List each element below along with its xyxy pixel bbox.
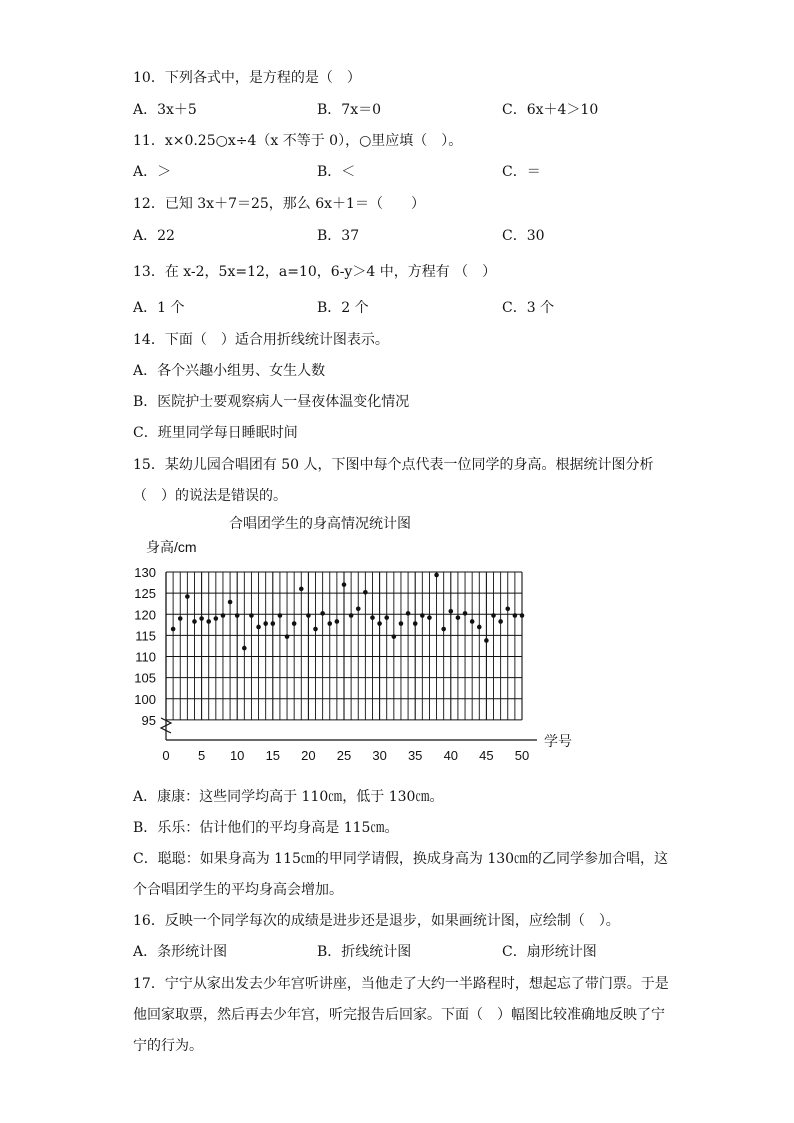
data-point: [377, 621, 382, 626]
data-point: [456, 615, 461, 620]
y-tick-label: 130: [134, 565, 156, 580]
q17-stem-line2: 他回家取票，然后再去少年宫，听完报告后回家。下面（ ）幅图比较准确地反映了宁: [133, 1007, 665, 1023]
data-point: [214, 616, 219, 621]
data-point: [320, 611, 325, 616]
data-point: [363, 590, 368, 595]
q15-stem-line1: 15．某幼儿园合唱团有 50 人，下图中每个点代表一位同学的身高。根据统计图分析: [133, 457, 654, 473]
data-point: [313, 627, 318, 632]
x-tick-label: 0: [162, 748, 170, 763]
data-point: [349, 613, 354, 618]
y-tick-label: 120: [134, 607, 156, 623]
q12-option-b: B．37: [317, 228, 360, 244]
data-point: [235, 613, 240, 618]
q15-option-c-line2: 个合唱团学生的平均身高会增加。: [133, 882, 343, 898]
q13-option-a: A．1 个: [133, 300, 185, 316]
data-point: [178, 616, 183, 621]
q10-stem: 10．下列各式中，是方程的是（ ）: [133, 70, 361, 86]
data-point: [392, 634, 397, 639]
data-point: [292, 621, 297, 626]
q11-stem: 11．x×0.25○x÷4（x 不等于 0），○里应填（ ）。: [133, 133, 463, 149]
data-point: [228, 600, 233, 605]
data-point: [520, 613, 525, 618]
data-point: [441, 627, 446, 632]
data-point: [399, 621, 404, 626]
data-point: [299, 587, 304, 592]
x-tick-label: 45: [479, 748, 494, 763]
q15-option-b: B．乐乐：估计他们的平均身高是 115㎝。: [133, 820, 399, 836]
data-point: [513, 613, 518, 618]
data-point: [306, 613, 311, 618]
q12-option-c: C．30: [502, 228, 545, 244]
data-point: [206, 619, 211, 624]
data-point: [256, 625, 261, 630]
x-tick-label: 5: [197, 748, 206, 763]
data-point: [463, 611, 468, 616]
data-point: [370, 615, 375, 620]
x-tick-label: 40: [443, 748, 459, 763]
data-point: [384, 615, 389, 620]
data-point: [470, 619, 475, 624]
q13-option-c: C．3 个: [502, 300, 555, 316]
q11-option-b: B．＜: [317, 164, 356, 180]
data-point: [449, 609, 454, 614]
chart-svg: [130, 510, 600, 775]
data-point: [285, 634, 290, 639]
data-point: [271, 621, 276, 626]
chart-title: 合唱团学生的身高情况统计图: [229, 515, 411, 531]
q10-option-c: C．6x＋4＞10: [502, 102, 599, 118]
data-point: [221, 613, 226, 618]
data-point: [505, 606, 510, 611]
x-tick-label: 15: [265, 748, 281, 763]
q12-stem: 12．已知 3x＋7＝25，那么 6x＋1＝（ ）: [133, 196, 425, 212]
data-point: [171, 627, 176, 632]
data-point: [434, 573, 439, 578]
q16-option-b: B．折线统计图: [317, 944, 412, 960]
data-point: [192, 619, 197, 624]
data-point: [242, 646, 247, 651]
q11-option-c: C．＝: [502, 164, 541, 180]
q16-option-a: A．条形统计图: [133, 944, 228, 960]
x-tick-label: 50: [514, 748, 530, 763]
x-tick-label: 30: [372, 748, 387, 763]
q15-option-a: A．康康：这些同学均高于 110㎝，低于 130㎝。: [133, 789, 444, 805]
data-point: [278, 613, 283, 618]
data-point: [477, 625, 482, 630]
q12-option-a: A．22: [133, 228, 175, 244]
data-point: [335, 619, 340, 624]
data-point: [498, 619, 503, 624]
q10-option-a: A．3x＋5: [133, 102, 197, 118]
data-point: [327, 621, 332, 626]
q15-stem-line2: （ ）的说法是错误的。: [133, 488, 287, 504]
q16-option-c: C．扇形统计图: [502, 944, 597, 960]
data-point: [342, 582, 347, 587]
x-tick-label: 20: [301, 748, 316, 763]
y-tick-label: 105: [134, 670, 156, 686]
data-point: [420, 613, 425, 618]
q15-option-c-line1: C．聪聪：如果身高为 115㎝的甲同学请假，换成身高为 130㎝的乙同学参加合唱，这: [133, 851, 669, 867]
x-tick-label: 35: [407, 748, 423, 763]
data-point: [484, 638, 489, 643]
q14-option-c: C．班里同学每日睡眠时间: [133, 425, 298, 441]
y-tick-label: 100: [134, 691, 156, 707]
q16-stem: 16．反映一个同学每次的成绩是进步还是退步，如果画统计图，应绘制（ ）。: [133, 913, 620, 929]
y-axis-label: 身高/cm: [146, 539, 197, 555]
data-point: [199, 616, 204, 621]
data-point: [356, 606, 361, 611]
data-point: [427, 615, 432, 620]
data-point: [413, 621, 418, 626]
q13-option-b: B．2 个: [317, 300, 369, 316]
data-point: [185, 594, 190, 599]
data-point: [406, 611, 411, 616]
data-point: [249, 613, 254, 618]
q14-option-b: B．医院护士要观察病人一昼夜体温变化情况: [133, 394, 410, 410]
q14-stem: 14．下面（ ）适合用折线统计图表示。: [133, 332, 389, 348]
q17-stem-line1: 17．宁宁从家出发去少年宫听讲座，当他走了大约一半路程时，想起忘了带门票。于是: [133, 976, 669, 992]
x-tick-label: 10: [229, 748, 245, 763]
q17-stem-line3: 宁的行为。: [133, 1038, 203, 1054]
q14-option-a: A．各个兴趣小组男、女生人数: [133, 363, 326, 379]
data-point: [491, 613, 496, 618]
x-tick-label: 25: [336, 748, 352, 763]
y-tick-label: 115: [135, 628, 156, 644]
y-tick-label: 125: [134, 586, 156, 602]
q11-option-a: A．＞: [133, 164, 172, 180]
y-tick-label: 95: [141, 712, 156, 728]
x-axis-label: 学号: [544, 733, 572, 749]
q10-option-b: B．7x＝0: [317, 102, 381, 118]
y-tick-label: 110: [135, 649, 156, 665]
data-point: [263, 621, 268, 626]
height-scatter-chart: [130, 510, 600, 775]
q13-stem: 13．在 x-2，5x=12，a=10，6-y＞4 中，方程有 （ ）: [133, 264, 497, 280]
